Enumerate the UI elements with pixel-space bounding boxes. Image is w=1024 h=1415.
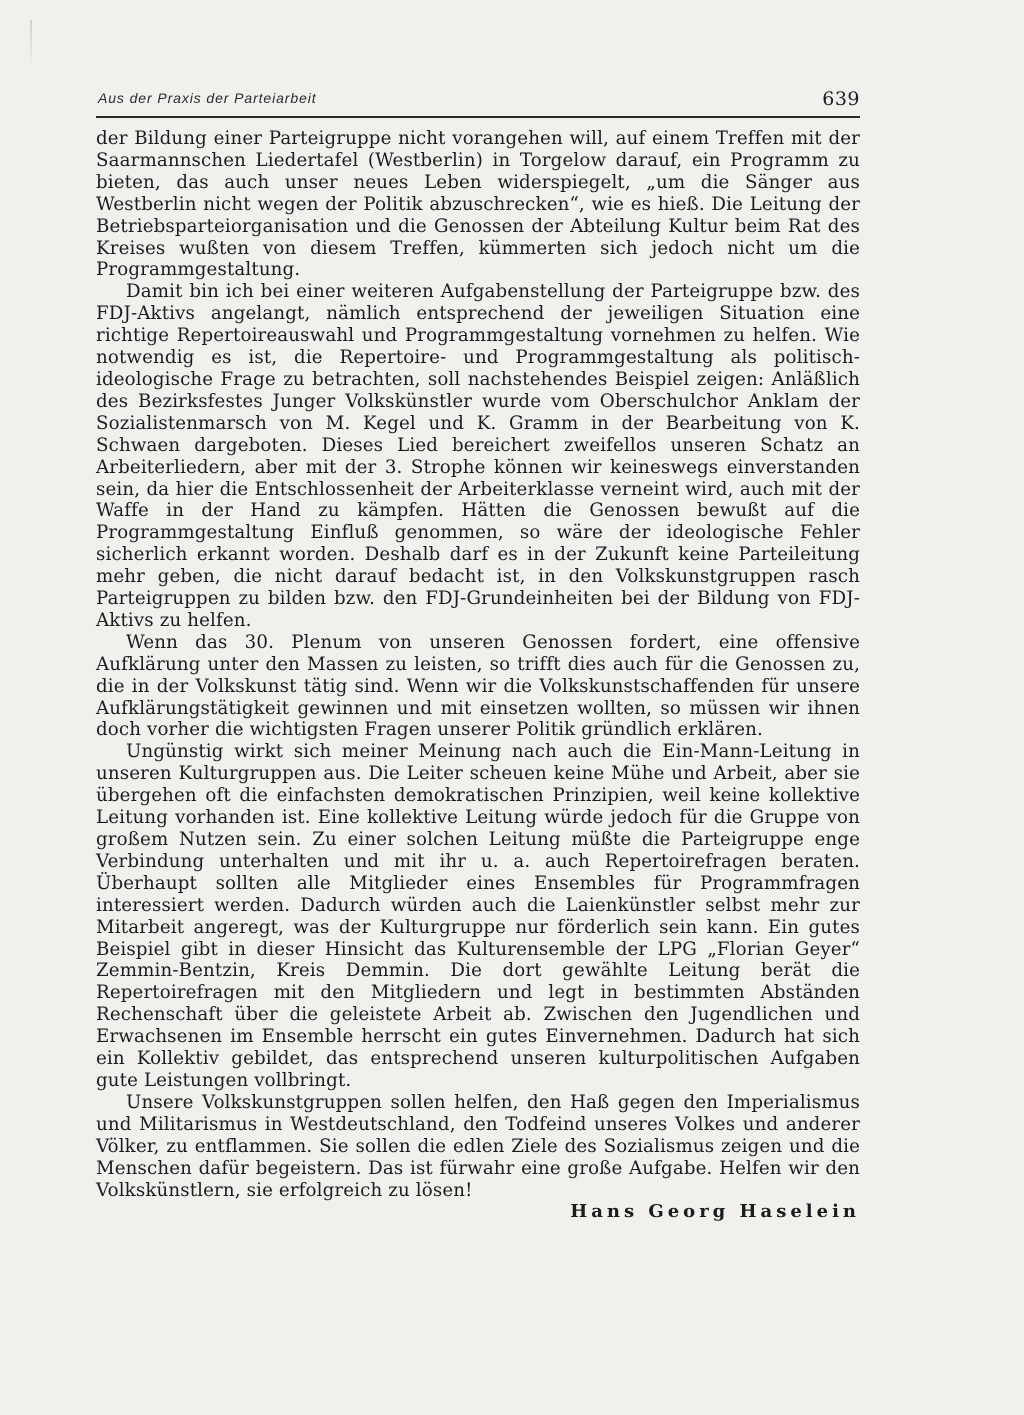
page-number: 639 (822, 88, 860, 110)
paragraph-1: der Bildung einer Parteigruppe nicht vorangehen will, auf einem Treffen mit der Saarmannschen Liedertafel (Westberlin) in Torgelow darauf, ein Programm zu bieten, das auch unser neues Leben widerspiegelt, „um die Sänger aus Westberlin nicht wegen der Politik abzuschrecken“, wie es hieß. Die Leitung der Betriebsparteiorganisation und die Genossen der Abteilung Kultur beim Rat des Kreises wußten von diesem Treffen, kümmerten sich jedoch nicht um die Programmgestaltung. (96, 128, 860, 281)
signature-line (96, 1201, 860, 1222)
page-body (96, 128, 860, 1222)
paragraph-5: Unsere Volkskunstgruppen sollen helfen, den Haß gegen den Imperialismus und Militarismus in Westdeutschland, den Todfeind unseres Volkes und anderer Völker, zu entflammen. Sie sollen die edlen Ziele des Sozialismus zeigen und die Menschen dafür begeistern. Das ist fürwahr eine große Aufgabe. Helfen wir den Volkskünstlern, sie erfolgreich zu lösen! (96, 1091, 860, 1201)
author-signature: Hans Georg Haselein (570, 1201, 860, 1223)
paragraph-2: Damit bin ich bei einer weiteren Aufgabenstellung der Parteigruppe bzw. des FDJ-Aktivs angelangt, nämlich entsprechend der jeweiligen Situation eine richtige Repertoireauswahl und Programmgestaltung vornehmen zu helfen. Wie notwendig es ist, die Repertoire- und Programmgestaltung als politisch-ideologische Frage zu betrachten, soll nachstehendes Beispiel zeigen: Anläßlich des Bezirksfestes Junger Volkskünstler wurde vom Oberschulchor Anklam der Sozialistenmarsch von M. Kegel und K. Gramm in der Bearbeitung von K. Schwaen dargeboten. Dieses Lied bereichert zweifellos unseren Schatz an Arbeiterliedern, aber mit der 3. Strophe können wir keineswegs einverstanden sein, da hier die Entschlossenheit der Arbeiterklasse verneint wird, auch mit der Waffe in der Hand zu kämpfen. Hätten die Genossen bewußt auf die Programmgestaltung Einfluß genommen, so wäre der ideologische Fehler sicherlich erkannt worden. Deshalb darf es in der Zukunft keine Parteileitung mehr geben, die nicht darauf bedacht ist, in den Volkskunstgruppen rasch Parteigruppen zu bilden bzw. den FDJ-Grundeinheiten bei der Bildung von FDJ-Aktivs zu helfen. (96, 281, 860, 631)
page-edge-mark (30, 20, 32, 70)
paragraph-4: Ungünstig wirkt sich meiner Meinung nach auch die Ein-Mann-Leitung in unseren Kulturgruppen aus. Die Leiter scheuen keine Mühe und Arbeit, aber sie übergehen oft die einfachsten demokratischen Prinzipien, weil keine kollektive Leitung vorhanden ist. Eine kollektive Leitung würde jedoch für die Gruppe von großem Nutzen sein. Zu einer solchen Leitung müßte die Parteigruppe enge Verbindung unterhalten und mit ihr u. a. auch Repertoirefragen beraten. Überhaupt sollten alle Mitglieder eines Ensembles für Programmfragen interessiert werden. Dadurch würden auch die Laienkünstler selbst mehr zur Mitarbeit angeregt, was der Kulturgruppe nur förderlich sein kann. Ein gutes Beispiel gibt in dieser Hinsicht das Kulturensemble der LPG „Florian Geyer“ Zemmin-Bentzin, Kreis Demmin. Die dort gewählte Leitung berät die Repertoirefragen mit den Mitgliedern und legt in bestimmten Abständen Rechenschaft über die geleistete Arbeit ab. Zwischen den Jugendlichen und Erwachsenen im Ensemble herrscht ein gutes Einvernehmen. Dadurch hat sich ein Kollektiv gebildet, das entsprechend unseren kulturpolitischen Aufgaben gute Leistungen vollbringt. (96, 741, 860, 1091)
page-header (96, 82, 860, 118)
book-page (96, 82, 860, 1222)
running-title: Aus der Praxis der Parteiarbeit (98, 90, 317, 106)
paragraph-3: Wenn das 30. Plenum von unseren Genossen fordert, eine offensive Aufklärung unter den Massen zu leisten, so trifft dies auch für die Genossen zu, die in der Volkskunst tätig sind. Wenn wir die Volkskunstschaffenden für unsere Aufklärungstätigkeit gewinnen und mit einsetzen wollten, so müssen wir ihnen doch vorher die wichtigsten Fragen unserer Politik gründlich erklären. (96, 631, 860, 741)
